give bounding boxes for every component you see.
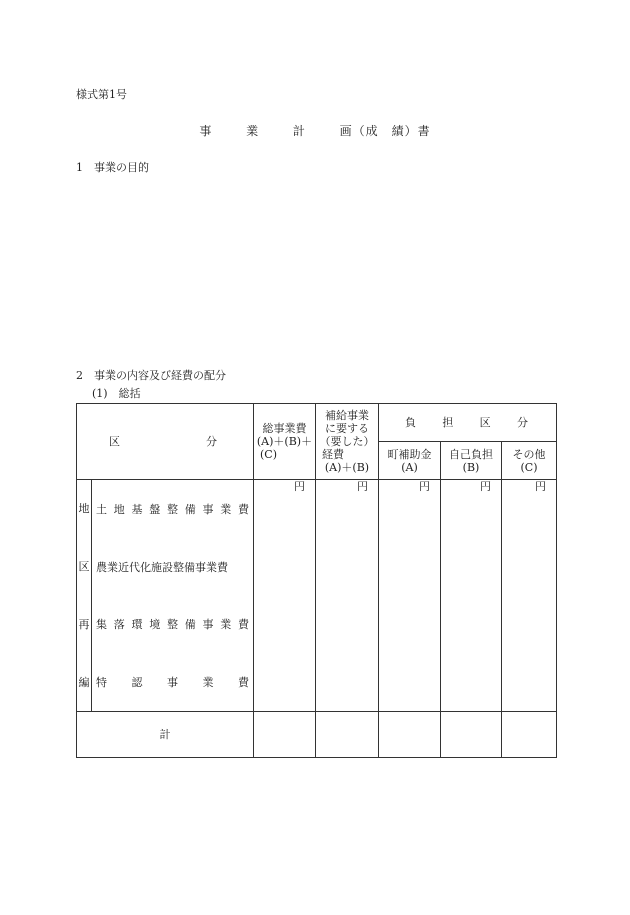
row-char: 集 <box>96 618 107 632</box>
row-char: 業 <box>220 618 232 632</box>
cell-total-sum-subsidy[interactable] <box>316 712 379 758</box>
yen-unit: 円 <box>480 480 491 493</box>
header-subsidy-line: （要した） <box>319 435 375 448</box>
row-char: 事 <box>202 618 214 632</box>
yen-unit: 円 <box>294 480 305 493</box>
row-labels <box>92 480 254 712</box>
header-total-cost-line: (A)＋(B)＋ <box>256 435 313 448</box>
header-total-cost <box>254 404 316 480</box>
group-label-district-reorg <box>77 480 92 712</box>
header-burden-char: 担 <box>442 416 454 429</box>
group-label-char: 区 <box>78 560 90 574</box>
header-subsidy-cost <box>316 404 379 480</box>
cell-total-sum-self-burden[interactable] <box>441 712 502 758</box>
yen-unit: 円 <box>357 480 368 493</box>
header-town-subsidy-label: 町補助金 <box>387 447 432 461</box>
yen-unit: 円 <box>535 480 546 493</box>
row-char: 業 <box>202 676 214 690</box>
group-label-char: 再 <box>78 617 90 631</box>
header-town-subsidy <box>379 442 441 480</box>
title-char: 事 <box>199 124 213 138</box>
row-label-village-environment <box>96 616 249 632</box>
header-self-burden-code: (B) <box>462 460 480 474</box>
header-category-left: 区 <box>109 435 120 448</box>
section-purpose-heading: 1 事業の目的 <box>76 161 149 174</box>
header-other-code: (C) <box>520 460 538 474</box>
cell-total-cost-amount[interactable] <box>254 480 316 712</box>
row-label-land-infrastructure <box>96 501 249 517</box>
row-char: 落 <box>113 618 125 632</box>
header-burden-char: 分 <box>516 416 528 429</box>
group-label-char: 地 <box>78 502 90 516</box>
header-subsidy-line: (A)＋(B) <box>324 461 370 474</box>
row-char: 事 <box>202 502 214 516</box>
cell-other-amount[interactable] <box>502 480 557 712</box>
cell-total-sum-town-subsidy[interactable] <box>379 712 441 758</box>
header-self-burden-label: 自己負担 <box>449 447 493 461</box>
row-char: 地 <box>113 502 125 516</box>
header-other-label: その他 <box>512 447 546 461</box>
cell-self-burden-amount[interactable] <box>441 480 502 712</box>
row-char: 境 <box>149 618 161 632</box>
row-char: 費 <box>238 618 249 632</box>
row-char: 費 <box>238 676 249 690</box>
row-char: 特 <box>96 676 107 690</box>
cell-subsidy-cost-amount[interactable] <box>316 480 379 712</box>
row-label-agri-modernization <box>96 559 249 575</box>
title-char: 画（成 績）書 <box>339 124 431 138</box>
form-number: 様式第1号 <box>76 88 127 101</box>
row-char: 事 <box>167 676 178 690</box>
header-category <box>77 404 254 480</box>
row-char: 土 <box>96 502 107 516</box>
header-town-subsidy-code: (A) <box>401 460 418 474</box>
row-char: 認 <box>131 676 143 690</box>
header-subsidy-line: 経費 <box>322 448 344 461</box>
row-label-special-approval <box>96 674 249 690</box>
cell-town-subsidy-amount[interactable] <box>379 480 441 712</box>
header-total-cost-line: (C) <box>260 448 277 461</box>
row-char: 基 <box>131 502 143 516</box>
row-char: 備 <box>184 502 196 516</box>
header-burden-char: 区 <box>479 416 491 429</box>
group-label-char: 編 <box>78 675 90 689</box>
row-char: 費 <box>238 502 249 516</box>
yen-unit: 円 <box>419 480 430 493</box>
total-row-label: 計 <box>77 712 254 758</box>
title-char: 計 <box>292 124 306 138</box>
cell-total-sum-other[interactable] <box>502 712 557 758</box>
cell-total-sum-total-cost[interactable] <box>254 712 316 758</box>
summary-table <box>76 403 557 758</box>
header-total-cost-line: 総事業費 <box>262 422 307 435</box>
row-char: 農業近代化施設整備事業費 <box>96 560 228 574</box>
document-title <box>0 122 630 139</box>
row-char: 備 <box>184 618 196 632</box>
section-content-heading: 2 事業の内容及び経費の配分 <box>76 369 226 382</box>
row-char: 整 <box>167 502 178 516</box>
title-char: 業 <box>246 124 260 138</box>
header-subsidy-line: に要する <box>325 422 369 435</box>
header-other <box>502 442 557 480</box>
row-char: 業 <box>220 502 232 516</box>
header-burden <box>379 404 557 442</box>
row-char: 整 <box>167 618 178 632</box>
header-category-right: 分 <box>206 435 217 448</box>
subsection-summary-heading: (1) 総括 <box>92 387 141 400</box>
row-char: 環 <box>131 618 143 632</box>
header-burden-char: 負 <box>405 416 416 429</box>
row-char: 盤 <box>149 502 161 516</box>
header-self-burden <box>441 442 502 480</box>
header-subsidy-line: 補給事業 <box>325 409 369 422</box>
